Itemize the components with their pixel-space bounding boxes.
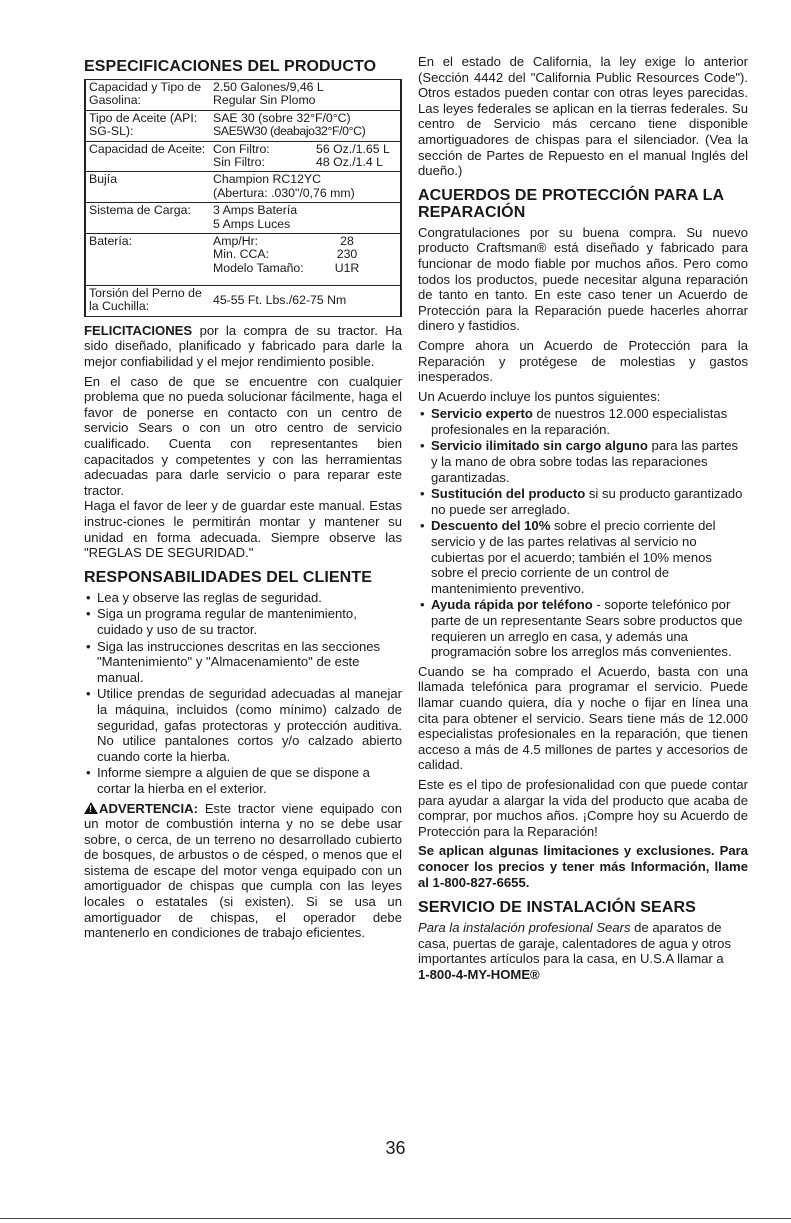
congrats-text: por la compra de su tractor. Ha sido diseñado, planificado y fabricado para darle la mejor confiabilidad y el mejor rendimiento posible.: [84, 322, 402, 370]
table-row: [85, 286, 401, 317]
california-paragraph: En el estado de California, la ley exige lo anterior (Sección 4442 del "California Public Resources Code"). Otros estados pueden contar con otras leyes parecidas. Las leyes federales se aplican en la tierras federales. Su centro de Servicio más cercano tiene disponible amortiguadores de chispas para el silenciador. (Vea la sección de Partes de Repuesto en el manual Inglés del dueño.): [418, 54, 748, 179]
responsibilities-list: [84, 590, 402, 797]
list-item: • Utilice prendas de seguridad adecuadas al manejar la máquina, incluidos (como mínimo) calzado de seguridad, gafas protectoras y protección auditiva. No utilice pantalones cortos y/o calzado abierto cuando corte la hierba.: [84, 686, 402, 764]
installation-italic: Para la instalación profesional Sears: [418, 920, 631, 936]
spec-value: [210, 203, 401, 234]
warning-text: Este tractor viene equipado con un motor de combustión interna y no se debe usar sobre, o cerca, de un terreno no desarrollado cubierto de bosques, de arbustos o de césped, o menos que el sistema de escape del motor venga equipado con un amortiguador de chispas que cumpla con las leyes locales o estatales (si existen). Si se usa un amortiguador de chispas, el operador debe mantenerlo en condiciones de trabajo eficientes.: [84, 800, 402, 941]
spec-sub-value: 230: [336, 247, 358, 262]
item-text: sobre el precio corriente del servicio y de las partes relativas al servicio no cubiertas por el acuerdo; también el 10% menos sobre el precio corriente de un control de mantenimiento preventivo.: [431, 518, 716, 596]
spec-sub-value: 28: [340, 234, 354, 249]
table-row: [85, 172, 401, 203]
spec-value: [210, 110, 401, 141]
item-bold: Descuento del 10%: [431, 518, 551, 534]
warning-bold: ADVERTENCIA:: [99, 800, 198, 816]
spec-label: Capacidad de Aceite:: [85, 141, 210, 172]
table-row: [85, 203, 401, 234]
spec-sub-value: 56 Oz./1.65 L: [316, 141, 390, 156]
spec-label: Torsión del Perno de la Cuchilla:: [85, 286, 210, 317]
installation-paragraph: [418, 920, 748, 982]
table-row: [85, 80, 401, 111]
list-item: • Siga un programa regular de mantenimiento, cuidado y uso de su tractor.: [84, 606, 402, 637]
spec-line: SAE5W30 (deabajo32°F/0°C): [213, 124, 366, 139]
spec-value: [210, 172, 401, 203]
item-text: - soporte telefónico por parte de un representante Sears sobre productos que requieren un arreglo en casa, y además una programación sobre los arreglos más convenientes.: [431, 597, 743, 660]
item-text: si su producto garantizado no puede ser arreglado.: [431, 486, 743, 517]
buy-paragraph: Compre ahora un Acuerdo de Protección para la Reparación y protégese de molestias y gastos inesperados.: [418, 337, 748, 385]
battery-grid: [213, 235, 397, 275]
item-text: de nuestros 12.000 especialistas profesionales en la reparación.: [431, 406, 728, 437]
spec-subrow: [213, 143, 397, 156]
spec-sub-value: 48 Oz./1.4 L: [316, 155, 383, 170]
spec-sub-value: U1R: [334, 260, 360, 275]
spec-sub-key: Amp/Hr:: [213, 234, 259, 249]
spec-value: [210, 234, 401, 286]
list-item: • Siga las instrucciones descritas en las secciones "Mantenimiento" y "Almacenamiento" de este manual.: [84, 639, 402, 686]
list-item: [418, 406, 748, 437]
list-item: [418, 597, 748, 659]
spec-sub-key: Min. CCA:: [213, 247, 270, 262]
includes-paragraph: Un Acuerdo incluye los puntos siguientes:: [418, 388, 661, 404]
item-bold: Servicio experto: [431, 406, 533, 422]
spec-line: 3 Amps Batería: [213, 203, 298, 218]
table-row: [85, 234, 401, 286]
installation-text: de aparatos de casa, puertas de garaje, calentadores de agua y otros importantes artículos para la casa, en U.S.A llamar a: [418, 920, 731, 967]
spec-line: Champion RC12YC: [213, 172, 321, 187]
spec-heading: ESPECIFICACIONES DEL PRODUCTO: [84, 58, 377, 75]
spec-subrow: [213, 156, 397, 169]
spec-line: 5 Amps Luces: [213, 216, 291, 231]
limitations-paragraph: [418, 843, 748, 890]
spec-label: Sistema de Carga:: [85, 203, 210, 234]
list-item: • Lea y observe las reglas de seguridad.: [84, 590, 402, 606]
limitations-bold: Se aplican algunas limitaciones y exclusiones. Para conocer los precios y tener más Información, llame al 1-800-827-6655.: [418, 843, 748, 890]
list-item: [418, 518, 748, 596]
responsibilities-heading: RESPONSABILIDADES DEL CLIENTE: [84, 568, 372, 586]
list-item: • Informe siempre a alguien de que se dispone a cortar la hierba en el exterior.: [84, 765, 402, 796]
spec-line: (Abertura: .030"/0,76 mm): [213, 185, 355, 200]
table-row: [85, 110, 401, 141]
agreement-list: [418, 406, 748, 660]
congrats-bold: FELICITACIONES: [84, 322, 193, 338]
spec-label: Batería:: [85, 234, 210, 286]
spec-value: [210, 286, 401, 317]
spec-line: SAE 30 (sobre 32°F/0°C): [213, 110, 351, 125]
service-paragraph: En el caso de que se encuentre con cualquier problema que no pueda solucionar fácilmente, haga el favor de ponerse en contacto con un centro de servicio Sears o con un otro centro de servicio cualificado. Cuenta con representantes bien capacitados y competentes y con las herramientas adecuadas para darle servicio o para reparar este tractor.: [84, 373, 402, 498]
spec-line: 45-55 Ft. Lbs./62-75 Nm: [213, 292, 347, 307]
item-bold: Servicio ilimitado sin cargo alguno: [431, 438, 648, 454]
page-number: 36: [385, 1138, 406, 1158]
item-text: para las partes y la mano de obra sobre todas las reparaciones garantizadas.: [431, 438, 739, 485]
congrats-paragraph: [84, 323, 402, 370]
warning-icon: [84, 802, 98, 814]
item-bold: Sustitución del producto: [431, 486, 586, 502]
spec-value: [210, 141, 401, 172]
spec-line: 2.50 Galones/9,46 L: [213, 80, 324, 94]
professionalism-paragraph: Este es el tipo de profesionalidad con que puede contar para ayudar a alargar la vida del producto que acaba de comprar, por muchos años. ¡Compre hoy su Acuerdo de Protección para la Reparación!: [418, 776, 748, 839]
acuerdos-heading: ACUERDOS DE PROTECCIÓN PARA LA REPARACIÓN: [418, 186, 724, 221]
table-row: [85, 141, 401, 172]
warning-paragraph: [84, 801, 402, 941]
list-item: [418, 438, 748, 485]
spec-sub-key: Con Filtro:: [213, 141, 270, 156]
spec-value: [210, 80, 401, 111]
spec-label: Tipo de Aceite (API: SG-SL):: [85, 110, 210, 141]
installation-phone: 1-800-4-MY-HOME®: [418, 966, 540, 982]
spec-label: Capacidad y Tipo de Gasolina:: [85, 80, 210, 111]
when-paragraph: Cuando se ha comprado el Acuerdo, basta con una llamada telefónica para programar el servicio. Puede llamar cuando quiera, día y noche o fijar en línea una cita para obtener el servicio. Sears tiene más de 12.000 especialistas profesionales en la reparación, que tienen acceso a más de 4.5 millones de partes y accesorios de calidad.: [418, 663, 748, 773]
spec-label: Bujía: [85, 172, 210, 203]
spec-line: Regular Sin Plomo: [213, 93, 316, 108]
manual-paragraph: Haga el favor de leer y de guardar este manual. Estas instruc-ciones le permitirán montar y mantener su unidad en forma adecuada. Siempre observe las "REGLAS DE SEGURIDAD.": [84, 498, 402, 561]
list-item: [418, 486, 748, 517]
left-column: [84, 58, 402, 945]
congratulations-paragraph: Congratulaciones por su buena compra. Su nuevo producto Craftsman® está diseñado y fabricado para funcionar de modo fiable por muchos años. Pero como todos los productos, puede necesitar alguna reparación de tanto en tanto. En este caso tener un Acuerdo de Protección para la Reparación puede hacerles ahorrar dinero y fastidios.: [418, 224, 748, 334]
installation-heading: SERVICIO DE INSTALACIÓN SEARS: [418, 899, 696, 917]
spec-table: [84, 79, 402, 317]
item-bold: Ayuda rápida por teléfono: [431, 597, 593, 613]
right-column: [418, 54, 748, 986]
spec-sub-key: Modelo Tamaño:: [213, 260, 304, 275]
spec-sub-key: Sin Filtro:: [213, 155, 265, 170]
bottom-rule: [0, 1218, 791, 1219]
